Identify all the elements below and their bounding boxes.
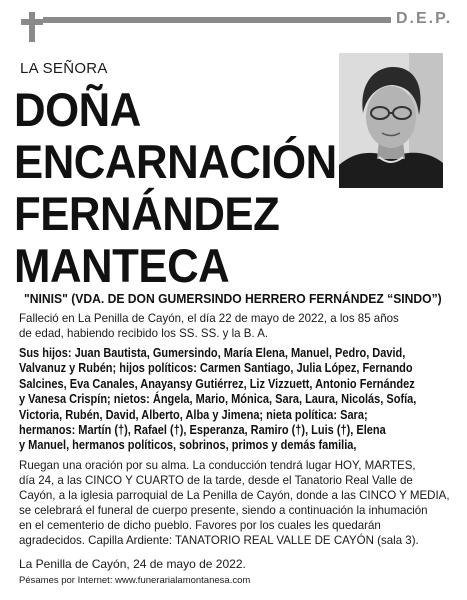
closing-date: La Penilla de Cayón, 24 de mayo de 2022. bbox=[19, 557, 246, 571]
family-line: y Vanesa Crispín; nietos: Ángela, Mario, Mónica, Sara, Laura, Nicolás, Sofía, bbox=[19, 392, 417, 407]
death-notice-line: Falleció en La Penilla de Cayón, el día 22 de mayo de 2022, a los 85 años bbox=[19, 311, 399, 325]
family-line: y Manuel, hermanos políticos, sobrinos, primos y demás familia, bbox=[19, 438, 357, 453]
cross-icon bbox=[21, 12, 43, 42]
death-notice bbox=[19, 311, 430, 341]
family-line: Valvanuz y Rubén; hijos políticos: Carmen Santiago, Julia López, Fernando bbox=[19, 361, 413, 376]
family-line: Sus hijos: Juan Bautista, Gumersindo, María Elena, Manuel, Pedro, David, bbox=[19, 346, 406, 360]
family-line: Salcines, Eva Canales, Anayansy Gutiérrez, Liz Vizzuett, Antonio Fernández bbox=[19, 376, 415, 391]
deceased-name-line-1: DOÑA bbox=[14, 83, 141, 136]
ceremony-line: día 24, a las CINCO Y CUARTO de la tarde, desde el Tanatorio Real Valle de bbox=[19, 473, 413, 487]
title-label: LA SEÑORA bbox=[20, 60, 108, 77]
ceremony-line: agradecidos. Capilla Ardiente: TANATORIO REAL VALLE DE CAYÓN (sala 3). bbox=[19, 533, 419, 547]
header-rule bbox=[43, 17, 391, 23]
deceased-name-line-2: ENCARNACIÓN bbox=[14, 135, 337, 188]
condolences-link[interactable]: Pésames por Internet: www.funerarialamontanesa.com bbox=[19, 575, 251, 586]
ceremony-line: se celebrará el funeral de cuerpo presente, siendo a continuación la inhumación bbox=[19, 503, 428, 517]
ceremony-line: en el cementerio de dicho pueblo. Favores por los cuales les quedarán bbox=[19, 518, 381, 532]
ceremony-details bbox=[19, 458, 450, 548]
ceremony-line: Ruegan una oración por su alma. La conducción tendrá lugar HOY, MARTES, bbox=[19, 458, 416, 472]
death-notice-line: de edad, habiendo recibido los SS. SS. y la B. A. bbox=[19, 326, 269, 340]
portrait-photo bbox=[339, 53, 443, 188]
deceased-name-line-4: MANTECA bbox=[14, 239, 230, 292]
deceased-name-line-3: FERNÁNDEZ bbox=[14, 187, 280, 240]
family-list bbox=[19, 346, 417, 454]
family-line: hermanos: Martín (†), Rafael (†), Esperanza, Ramiro (†), Luis (†), Elena bbox=[19, 423, 386, 438]
ceremony-line: Cayón, a la iglesia parroquial de La Penilla de Cayón, donde a las CINCO Y MEDIA, bbox=[19, 488, 450, 502]
dep-label: D.E.P. bbox=[396, 10, 453, 27]
nickname-line: "NINIS" (VDA. DE DON GUMERSINDO HERRERO FERNÁNDEZ “SINDO”) bbox=[24, 292, 442, 306]
family-line: Victoria, Rubén, David, Alberto, Alba y Jimena; nieta política: Sara; bbox=[19, 407, 368, 422]
